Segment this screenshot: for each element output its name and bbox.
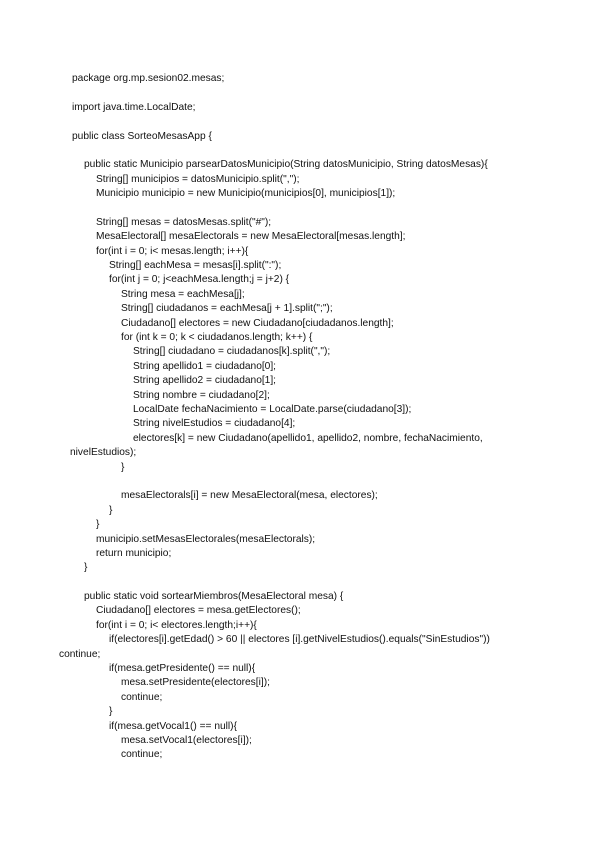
code-line: String apellido2 = ciudadano[1]; <box>133 375 277 387</box>
code-line: nivelEstudios); <box>70 447 137 459</box>
code-line: Ciudadano[] electores = new Ciudadano[ciudadanos.length]; <box>121 317 394 329</box>
code-line: String nombre = ciudadano[2]; <box>133 389 270 401</box>
blank-line <box>72 144 542 158</box>
code-line: } <box>109 706 113 718</box>
code-line: if(mesa.getVocal1() == null){ <box>109 720 237 732</box>
code-line: } <box>109 504 113 516</box>
code-line: String mesa = eachMesa[j]; <box>121 288 245 300</box>
blank-line <box>72 86 542 100</box>
code-line: mesaElectorals[i] = new MesaElectoral(mesa, electores); <box>121 490 378 502</box>
code-line: public class SorteoMesasApp { <box>72 130 212 142</box>
code-line: } <box>121 461 125 473</box>
code-line: for(int i = 0; i< mesas.length; i++){ <box>96 245 249 257</box>
code-line: MesaElectoral[] mesaElectorals = new MesaElectoral[mesas.length]; <box>96 231 406 243</box>
code-line: public static Municipio parsearDatosMunicipio(String datosMunicipio, String datosMesas){ <box>84 159 488 171</box>
code-line: import java.time.LocalDate; <box>72 101 196 113</box>
code-line: public static void sortearMiembros(MesaElectoral mesa) { <box>84 591 344 603</box>
code-line: LocalDate fechaNacimiento = LocalDate.parse(ciudadano[3]); <box>133 403 412 415</box>
code-line: mesa.setPresidente(electores[i]); <box>121 677 270 689</box>
blank-line <box>72 115 542 129</box>
code-line: municipio.setMesasElectorales(mesaElectorals); <box>96 533 316 545</box>
code-line: if(mesa.getPresidente() == null){ <box>109 663 256 675</box>
code-line: Municipio municipio = new Municipio(municipios[0], municipios[1]); <box>96 188 396 200</box>
code-line: mesa.setVocal1(electores[i]); <box>121 734 252 746</box>
code-line: String[] mesas = datosMesas.split("#"); <box>96 216 272 228</box>
code-line: return municipio; <box>96 547 172 559</box>
blank-line <box>72 202 542 216</box>
code-line: } <box>96 519 100 531</box>
code-line: Ciudadano[] electores = mesa.getElectores(); <box>96 605 301 617</box>
code-line: String[] eachMesa = mesas[i].split(":"); <box>109 260 282 272</box>
code-line: continue; <box>121 749 163 761</box>
code-line: package org.mp.sesion02.mesas; <box>72 73 225 84</box>
code-line: continue; <box>59 648 101 660</box>
code-listing <box>59 72 542 763</box>
code-line: for(int i = 0; i< electores.length;i++){ <box>96 619 257 631</box>
code-line: String nivelEstudios = ciudadano[4]; <box>133 418 296 430</box>
code-line: electores[k] = new Ciudadano(apellido1, apellido2, nombre, fechaNacimiento, <box>133 432 483 444</box>
code-line: String apellido1 = ciudadano[0]; <box>133 360 277 372</box>
code-line: for (int k = 0; k < ciudadanos.length; k++) { <box>121 332 313 344</box>
blank-line <box>72 576 542 590</box>
code-line: String[] ciudadano = ciudadanos[k].split(","); <box>133 346 331 358</box>
blank-line <box>72 475 542 489</box>
code-line: String[] municipios = datosMunicipio.split(","); <box>96 173 300 185</box>
code-line: continue; <box>121 691 163 703</box>
code-line: String[] ciudadanos = eachMesa[j + 1].split(";"); <box>121 303 333 315</box>
code-line: if(electores[i].getEdad() > 60 || electores [i].getNivelEstudios().equals("SinEstudios")) <box>109 634 490 646</box>
code-line: } <box>84 562 88 574</box>
code-line: for(int j = 0; j<eachMesa.length;j = j+2) { <box>109 274 290 286</box>
